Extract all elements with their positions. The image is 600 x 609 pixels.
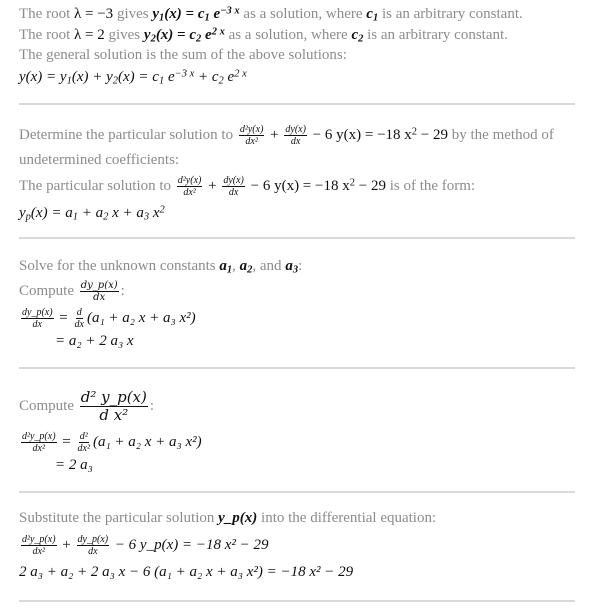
section-divider xyxy=(19,237,575,239)
particular-solution-form: $y_p(x) = a_1 + a_2$ $x + a_3$ $x^2$ xyxy=(19,204,165,223)
substitute-intro: Substitute the particular solution y_p(x) into the differential equation: xyxy=(19,510,437,526)
second-derivative-step-1: $\frac{\text{d²y\_p(x)}}{\text{dx²}}$ = $\frac{\text{d²}}{\text{dx²}}$ (a₁ + a₂ x + a₃ x²) xyxy=(22,431,202,454)
second-derivative-step-2: = 2 a₃ xyxy=(55,457,93,473)
section-divider xyxy=(19,600,575,602)
particular-solution-intro-cont: undetermined coefficients: xyxy=(19,152,180,168)
root-1-line: The root λ = −3 gives $y_1(x) = c_1$ $e^{-3 x}$ as a solution, where $c_1$ is an arbitrary constant. xyxy=(19,5,523,24)
section-divider xyxy=(19,103,575,105)
compute-first-derivative: Compute $\frac{dy\_p(x)}{dx}$ : xyxy=(19,280,125,303)
first-derivative-fraction: $\frac{dy(x)}{dx}$ xyxy=(285,124,306,147)
root-value: λ = −3 xyxy=(73,6,114,22)
expanded-equation: 2 a₃ + a₂ + 2 a₃ x − 6 (a₁ + a₂ x + a₃ x²) = −18 x² − 29 xyxy=(19,564,354,580)
first-derivative-step-2: = a₂ + 2 a₃ x xyxy=(55,333,134,349)
general-solution-intro: The general solution is the sum of the above solutions: xyxy=(19,47,347,63)
first-derivative-step-1: $\frac{dy\_p(x)}{dx}$ = $\frac{d}{dx}$ (a₁ + a₂ x + a₃ x²) xyxy=(22,307,196,330)
ode-equation: $\frac{\text{d²y(x)}}{\text{dx²}}$ + $\frac{dy(x)}{dx}$ − 6 y(x) = −18 $x^2 - 29$ xyxy=(177,175,386,198)
substituted-ode: $\frac{\text{d²y\_p(x)}}{\text{dx²}}$ + $\frac{dy\_p(x)}{dx}$ − 6 y_p(x) = −18 x² − 29 xyxy=(22,534,269,557)
constant-c2: $c_2$ xyxy=(351,27,364,45)
section-divider xyxy=(19,491,575,493)
particular-solution-intro: Determine the particular solution to $\frac{\text{d²y(x)}}{\text{dx²}}$ + $\frac{dy(x)}{dx}$ − 6 y(x) = −18 $x^2 - 29$ by the method of xyxy=(19,124,554,147)
second-derivative-fraction: $\frac{\text{d²y(x)}}{\text{dx²}}$ xyxy=(239,124,264,147)
ode-equation: $\frac{\text{d²y(x)}}{\text{dx²}}$ + $\frac{dy(x)}{dx}$ − 6 y(x) = −18 $x^2 - 29$ xyxy=(239,124,449,147)
root-2-line: The root λ = 2 gives $y_2(x) = c_2$ $e^{2 x}$ as a solution, where $c_2$ is an arbitrary constant. xyxy=(19,26,508,45)
section-divider xyxy=(19,367,575,369)
solution-y2: $y_2(x) = c_2$ $e^{2 x}$ xyxy=(143,26,225,45)
particular-solution-form-intro: The particular solution to $\frac{\text{d²y(x)}}{\text{dx²}}$ + $\frac{dy(x)}{dx}$ − 6 y(x) = −18 $x^2 - 29$ is of the form: xyxy=(19,175,476,198)
constant-c1: $c_1$ xyxy=(366,6,379,24)
solve-constants-intro: Solve for the unknown constants $a_1$, $a_2$, and $a_3$: xyxy=(19,258,303,276)
solution-y1: $y_1(x) = c_1$ $e^{-3 x}$ xyxy=(152,5,240,24)
root-value: λ = 2 xyxy=(73,27,105,43)
general-solution-equation: $y(x) = y_1(x) + y_2(x) = c_1$ $e^{-3 x} + c_2$ $e^{2 x}$ xyxy=(19,68,247,87)
compute-second-derivative: Compute $\frac{\text{d² y\_p(x)}}{\text{d x²}}$ : xyxy=(19,388,155,424)
